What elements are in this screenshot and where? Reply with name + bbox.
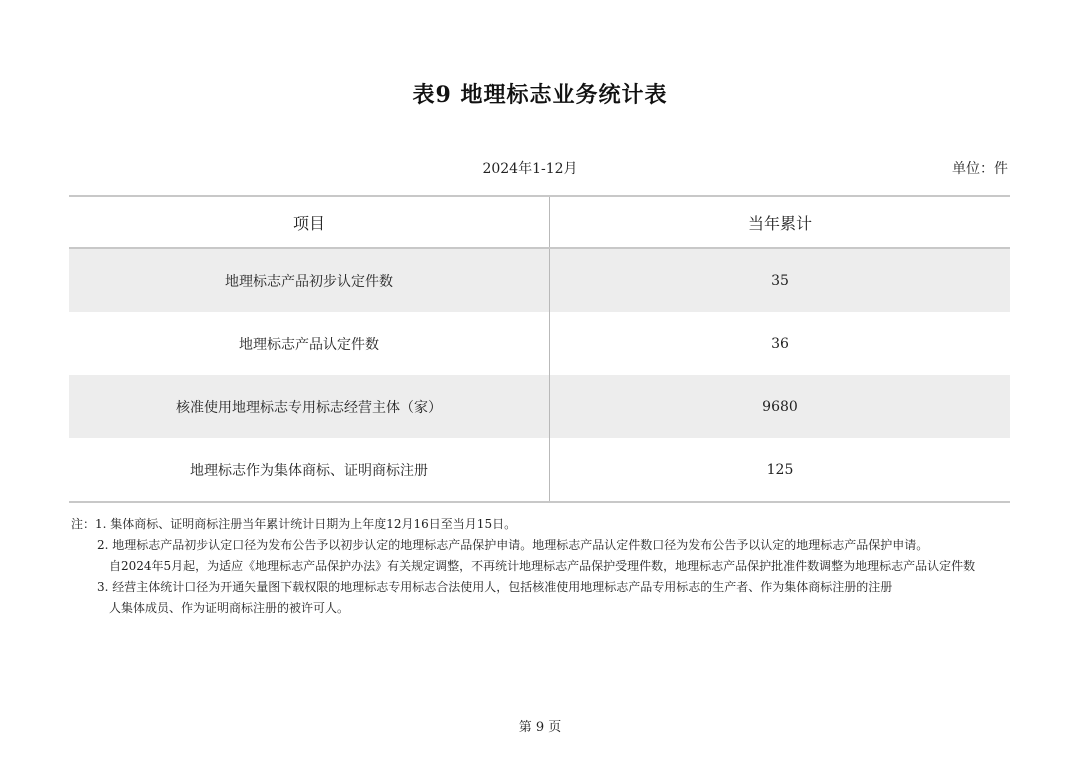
row-item: 地理标志产品认定件数 xyxy=(69,312,550,375)
table-row xyxy=(69,249,1010,312)
row-value: 36 xyxy=(771,335,789,352)
page-number: 第 9 页 xyxy=(518,720,562,735)
row-item: 核准使用地理标志专用标志经营主体（家） xyxy=(69,375,550,438)
column-header-total: 当年累计 xyxy=(747,213,812,233)
row-item: 地理标志作为集体商标、证明商标注册 xyxy=(69,438,550,501)
unit-label: 单位：件 xyxy=(952,161,1008,177)
table-row xyxy=(69,312,1010,375)
footnote-2: 2. 地理标志产品初步认定口径为发布公告予以初步认定的地理标志产品保护申请。地理标志产品认定件数口径为发布公告予以认定的地理标志产品保护申请。 xyxy=(97,538,929,552)
footnote-2-continued: 自2024年5月起，为适应《地理标志产品保护办法》有关规定调整，不再统计地理标志产品保护受理件数，地理标志产品保护批准件数调整为地理标志产品认定件数 xyxy=(109,559,976,573)
footnote-3: 3. 经营主体统计口径为开通矢量图下载权限的地理标志专用标志合法使用人，包括核准使用地理标志产品专用标志的生产者、作为集体商标注册的注册 xyxy=(97,580,893,594)
table-row xyxy=(69,438,1010,501)
row-value: 125 xyxy=(766,461,794,478)
footnotes xyxy=(71,514,1031,619)
page-title: 表9 地理标志业务统计表 xyxy=(412,82,668,108)
table-row xyxy=(69,375,1010,438)
statistics-table xyxy=(69,195,1010,503)
row-item: 地理标志产品初步认定件数 xyxy=(69,249,550,312)
column-header-item: 项目 xyxy=(69,197,550,247)
row-value: 9680 xyxy=(762,398,798,415)
footnote-3-continued: 人集体成员、作为证明商标注册的被许可人。 xyxy=(109,601,350,615)
footnote-1: 注：1. 集体商标、证明商标注册当年累计统计日期为上年度12月16日至当月15日。 xyxy=(71,517,517,531)
row-value: 35 xyxy=(771,272,789,289)
table-header-row xyxy=(69,197,1010,249)
report-period: 2024年1-12月 xyxy=(482,161,578,177)
